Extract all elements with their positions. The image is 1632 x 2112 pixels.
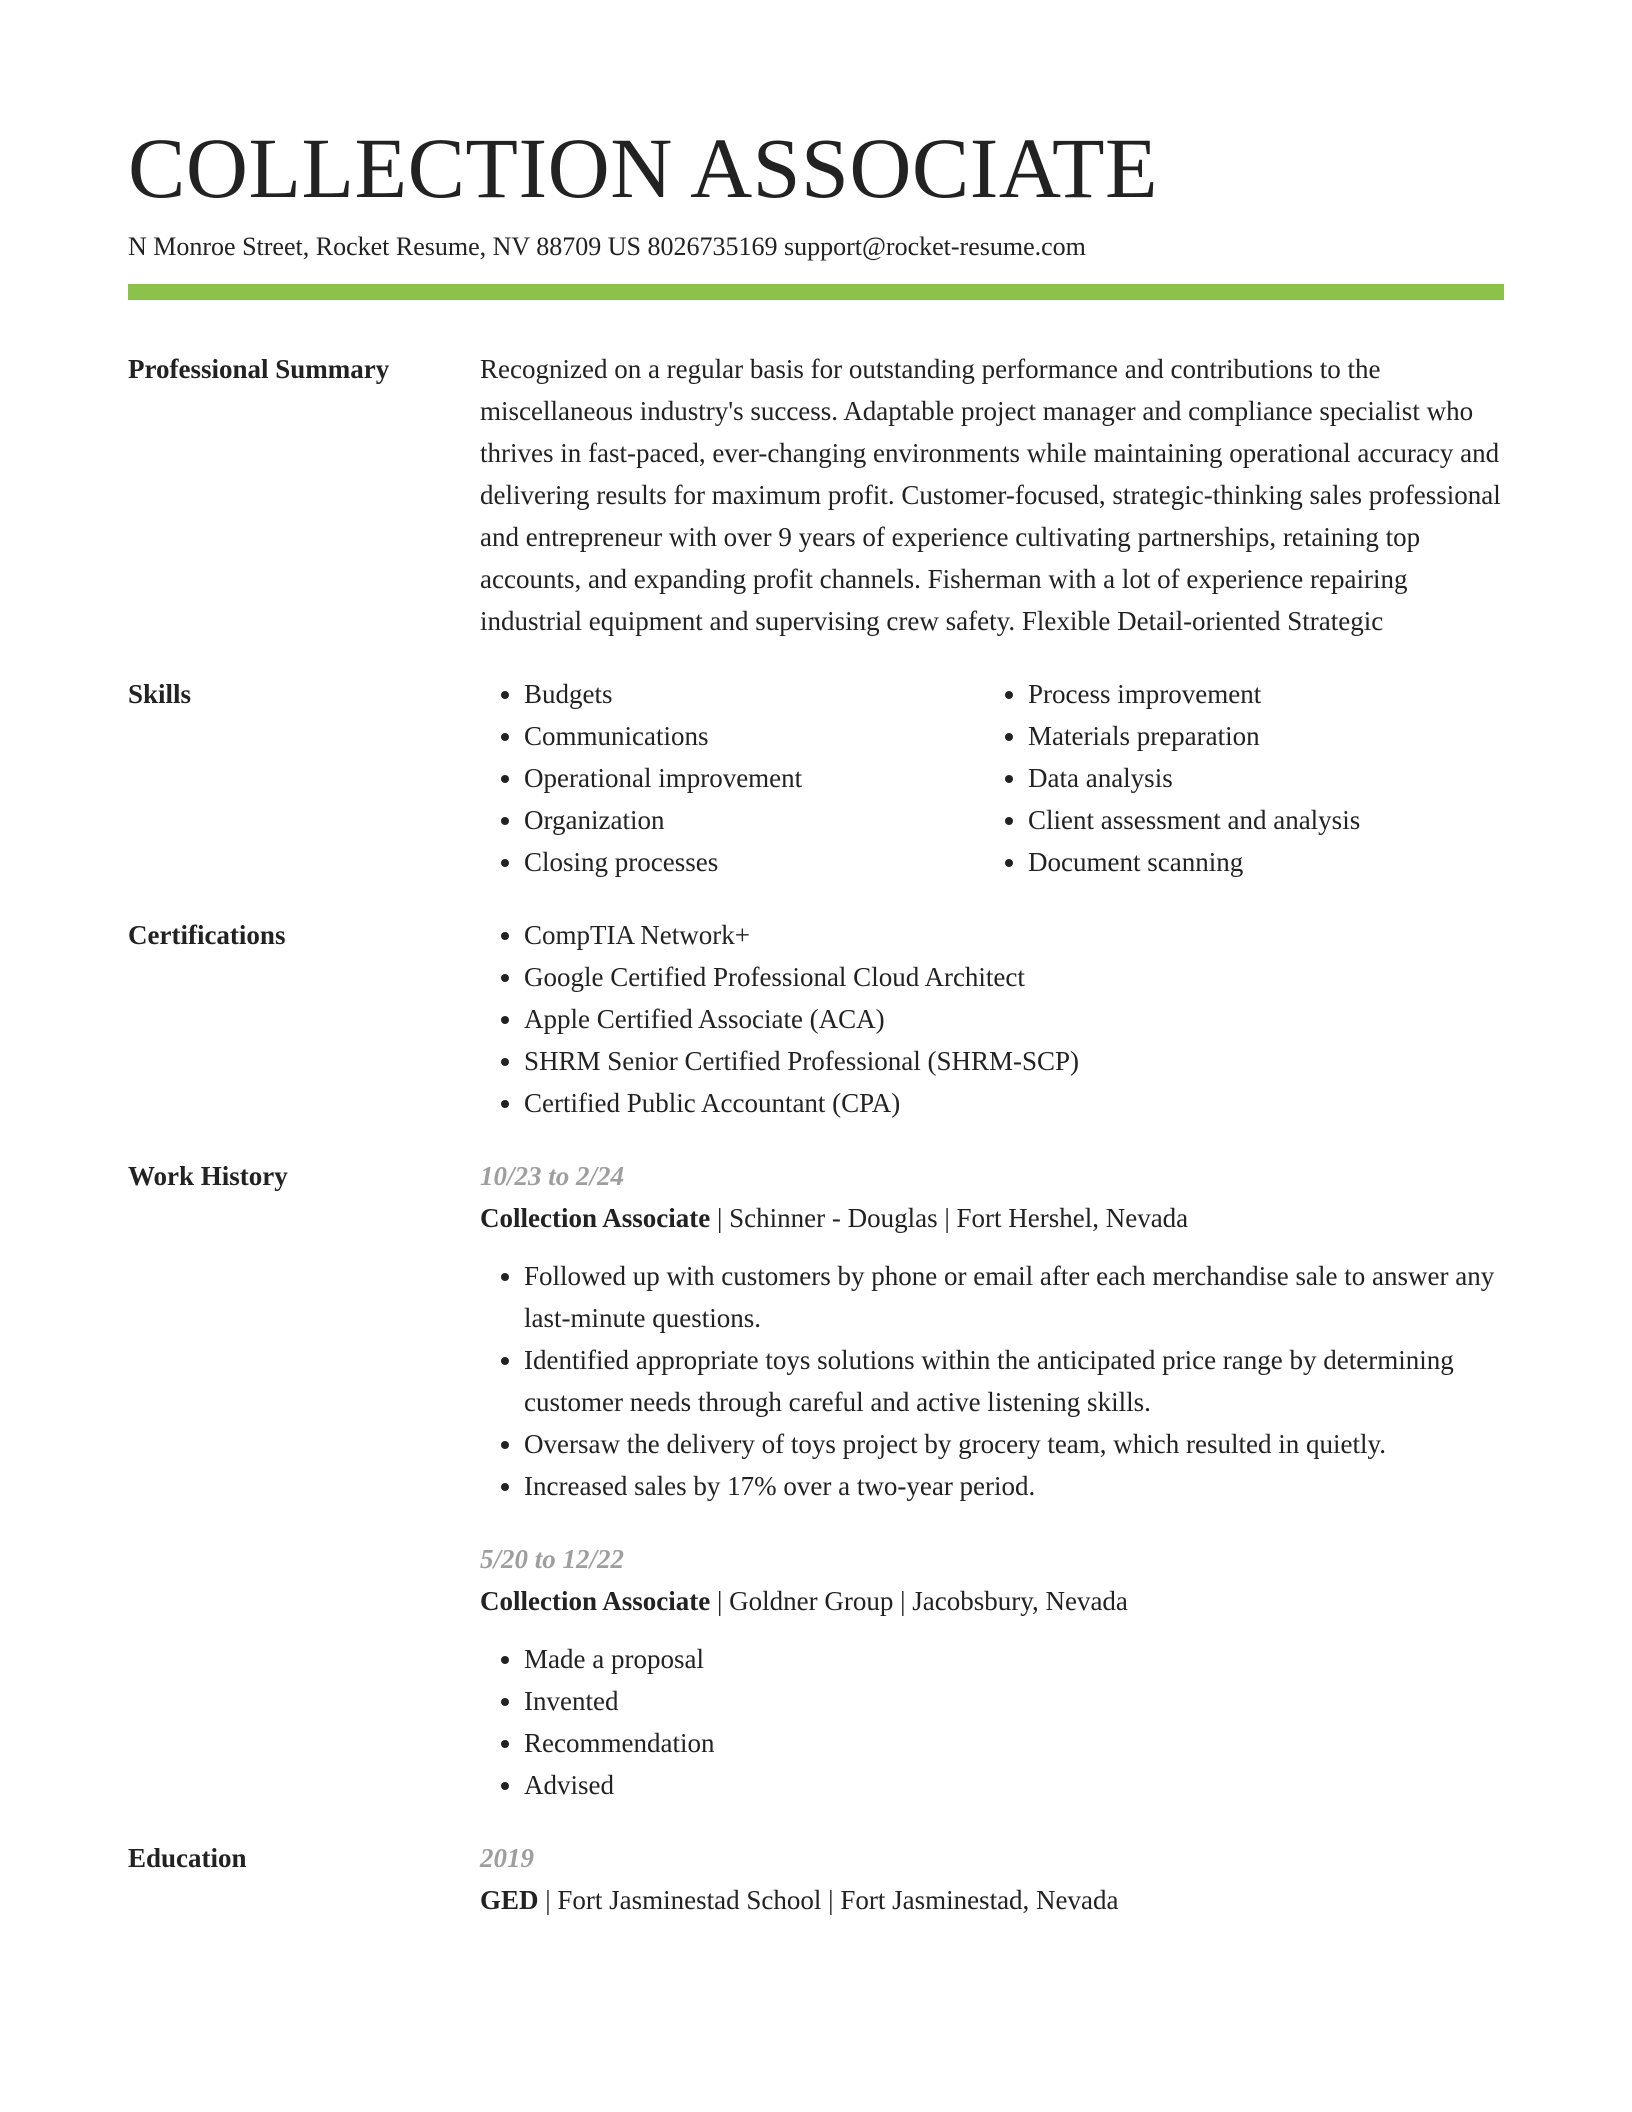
skills-list-left — [480, 673, 984, 883]
resume-page — [128, 118, 1504, 1921]
work-history-label: Work History — [128, 1161, 288, 1191]
job-bullet: • Identified appropriate toys solutions within the anticipated price range by determining customer needs through careful and active listening skills. — [524, 1339, 1504, 1423]
skill-item: • Budgets — [524, 673, 984, 715]
job-bullet: • Invented — [524, 1680, 1504, 1722]
job-entry — [480, 1155, 1504, 1507]
job-dates: 5/20 to 12/22 — [480, 1544, 625, 1574]
certifications-list — [480, 914, 1504, 1124]
contact-address: N Monroe Street, Rocket Resume, NV 88709 US — [128, 232, 641, 261]
work-history-section — [128, 1155, 1504, 1806]
summary-text: Recognized on a regular basis for outstanding performance and contributions to the miscellaneous industry's success. Adaptable project manager and compliance specialist who thrives in fast-paced, ever-changing environments while maintaining operational accuracy and delivering results for maximum profit. Customer-focused, strategic-thinking sales professional and entrepreneur with over 9 years of experience cultivating partnerships, retaining top accounts, and expanding profit channels. Fisherman with a lot of experience repairing industrial equipment and supervising crew safety. Flexible Detail-oriented Strategic — [480, 354, 1501, 636]
job-heading — [480, 1197, 1504, 1239]
skills-section — [128, 673, 1504, 883]
certification-item: • SHRM Senior Certified Professional (SHRM-SCP) — [524, 1040, 1504, 1082]
education-section — [128, 1837, 1504, 1921]
contact-line — [128, 230, 1504, 264]
skill-item: • Document scanning — [1028, 841, 1488, 883]
job-bullet: • Oversaw the delivery of toys project by grocery team, which resulted in quietly. — [524, 1423, 1504, 1465]
job-details: | Goldner Group | Jacobsbury, Nevada — [710, 1586, 1128, 1616]
skill-item: • Data analysis — [1028, 757, 1488, 799]
job-bullets — [480, 1638, 1504, 1806]
certification-item: • Certified Public Accountant (CPA) — [524, 1082, 1504, 1124]
skill-item: • Client assessment and analysis — [1028, 799, 1488, 841]
summary-body — [480, 348, 1504, 642]
certifications-section — [128, 914, 1504, 1124]
work-history-body — [480, 1155, 1504, 1806]
education-degree: GED — [480, 1885, 539, 1915]
job-bullet: • Increased sales by 17% over a two-year period. — [524, 1465, 1504, 1507]
summary-label: Professional Summary — [128, 354, 390, 384]
education-details: | Fort Jasminestad School | Fort Jasminestad, Nevada — [538, 1885, 1119, 1915]
certification-item: • Apple Certified Associate (ACA) — [524, 998, 1504, 1040]
job-details: | Schinner - Douglas | Fort Hershel, Nevada — [710, 1203, 1189, 1233]
job-heading — [480, 1580, 1504, 1622]
certifications-body — [480, 914, 1504, 1124]
certification-item: • Google Certified Professional Cloud Architect — [524, 956, 1504, 998]
skills-body — [480, 673, 1504, 883]
contact-email: support@rocket-resume.com — [783, 232, 1086, 261]
skill-item: • Communications — [524, 715, 984, 757]
summary-section — [128, 348, 1504, 642]
contact-phone: 8026735169 — [647, 232, 778, 261]
certifications-label: Certifications — [128, 920, 286, 950]
job-bullet: • Advised — [524, 1764, 1504, 1806]
skill-item: • Materials preparation — [1028, 715, 1488, 757]
job-entry — [480, 1538, 1504, 1806]
education-body — [480, 1837, 1504, 1921]
job-dates: 10/23 to 2/24 — [480, 1161, 625, 1191]
education-label: Education — [128, 1843, 247, 1873]
skills-list-right — [984, 673, 1488, 883]
job-title: Collection Associate — [480, 1203, 711, 1233]
certification-item: • CompTIA Network+ — [524, 914, 1504, 956]
skills-label: Skills — [128, 679, 192, 709]
resume-title: COLLECTION ASSOCIATE — [128, 120, 1159, 216]
job-bullet: • Recommendation — [524, 1722, 1504, 1764]
skill-item: • Organization — [524, 799, 984, 841]
job-bullet: • Made a proposal — [524, 1638, 1504, 1680]
education-year: 2019 — [480, 1843, 534, 1873]
skill-item: • Process improvement — [1028, 673, 1488, 715]
skill-item: • Closing processes — [524, 841, 984, 883]
accent-divider — [128, 284, 1504, 300]
education-heading — [480, 1879, 1504, 1921]
job-bullets — [480, 1255, 1504, 1507]
job-bullet: • Followed up with customers by phone or email after each merchandise sale to answer any last-minute questions. — [524, 1255, 1504, 1339]
skill-item: • Operational improvement — [524, 757, 984, 799]
job-title: Collection Associate — [480, 1586, 711, 1616]
